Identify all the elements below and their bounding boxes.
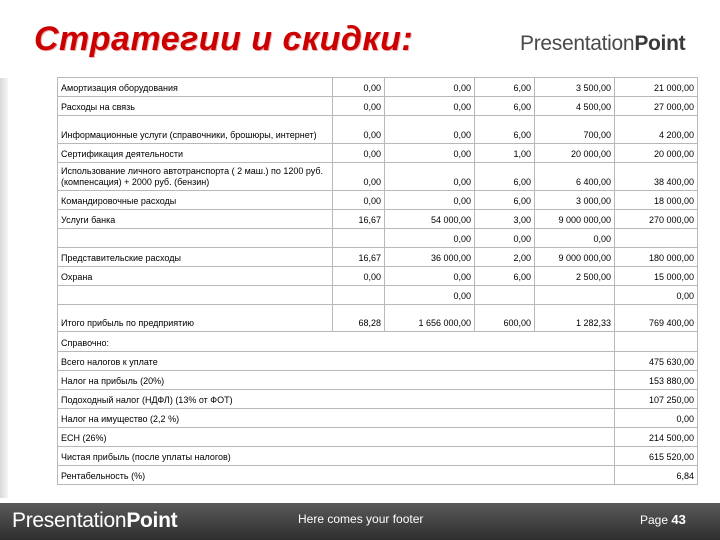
- table-row: [58, 78, 698, 97]
- summary-row: [58, 332, 698, 352]
- table-row: [58, 248, 698, 267]
- row-label-cell: Амортизация оборудования: [58, 78, 333, 97]
- value-cell: 3 500,00: [535, 78, 615, 97]
- page-number-value: 43: [671, 512, 686, 527]
- value-cell: 6,00: [475, 97, 535, 116]
- value-cell: 16,67: [333, 210, 385, 229]
- value-cell: 700,00: [535, 116, 615, 144]
- value-cell: 6 400,00: [535, 163, 615, 191]
- value-cell: 9 000 000,00: [535, 248, 615, 267]
- value-cell: 0,00: [385, 116, 475, 144]
- value-cell: 0,00: [385, 163, 475, 191]
- value-cell: 0,00: [385, 97, 475, 116]
- value-cell: 1 656 000,00: [385, 305, 475, 332]
- summary-row: [58, 466, 698, 485]
- value-cell: 18 000,00: [615, 191, 698, 210]
- row-label-cell: Представительские расходы: [58, 248, 333, 267]
- value-cell: 68,28: [333, 305, 385, 332]
- value-cell: 20 000,00: [535, 144, 615, 163]
- left-decor-strip: [0, 78, 8, 498]
- row-label-cell: Расходы на связь: [58, 97, 333, 116]
- value-cell: [333, 229, 385, 248]
- row-label-cell: Командировочные расходы: [58, 191, 333, 210]
- value-cell: 0,00: [333, 144, 385, 163]
- row-label-cell: [58, 286, 333, 305]
- summary-label-cell: Подоходный налог (НДФЛ) (13% от ФОТ): [58, 390, 615, 409]
- value-cell: 0,00: [385, 191, 475, 210]
- row-label-cell: Сертификация деятельности: [58, 144, 333, 163]
- row-label-cell: Информационные услуги (справочники, брошюры, интернет): [58, 116, 333, 144]
- value-cell: 6,00: [475, 78, 535, 97]
- value-cell: 180 000,00: [615, 248, 698, 267]
- footer-text: Here comes your footer: [298, 512, 424, 526]
- summary-value-cell: 475 630,00: [615, 352, 698, 371]
- table-row: [58, 97, 698, 116]
- value-cell: 3 000,00: [535, 191, 615, 210]
- value-cell: 0,00: [333, 163, 385, 191]
- value-cell: 4 200,00: [615, 116, 698, 144]
- table-row: [58, 191, 698, 210]
- value-cell: 0,00: [333, 78, 385, 97]
- value-cell: 600,00: [475, 305, 535, 332]
- summary-value-cell: 0,00: [615, 409, 698, 428]
- finance-table-wrap: [57, 77, 697, 485]
- summary-label-cell: Налог на прибыль (20%): [58, 371, 615, 390]
- value-cell: 1 282,33: [535, 305, 615, 332]
- value-cell: 0,00: [333, 116, 385, 144]
- summary-value-cell: 6,84: [615, 466, 698, 485]
- brand-part2: Point: [634, 32, 686, 55]
- summary-value-cell: 153 880,00: [615, 371, 698, 390]
- table-row: [58, 305, 698, 332]
- row-label-cell: [58, 229, 333, 248]
- value-cell: 15 000,00: [615, 267, 698, 286]
- value-cell: 0,00: [475, 229, 535, 248]
- value-cell: 54 000,00: [385, 210, 475, 229]
- value-cell: 4 500,00: [535, 97, 615, 116]
- table-row: [58, 286, 698, 305]
- value-cell: 0,00: [333, 267, 385, 286]
- brand-bottom-part2: Point: [126, 509, 178, 532]
- value-cell: 6,00: [475, 116, 535, 144]
- value-cell: 0,00: [615, 286, 698, 305]
- value-cell: [475, 286, 535, 305]
- page-number: [640, 512, 686, 527]
- value-cell: 0,00: [385, 267, 475, 286]
- slide-title: Стратегии и скидки:: [34, 20, 414, 58]
- summary-value-cell: 615 520,00: [615, 447, 698, 466]
- row-label-cell: Охрана: [58, 267, 333, 286]
- summary-label-cell: Всего налогов к уплате: [58, 352, 615, 371]
- brand-part1: Presentation: [520, 32, 635, 55]
- summary-value-cell: 107 250,00: [615, 390, 698, 409]
- brand-logo-top: [520, 32, 685, 56]
- value-cell: 9 000 000,00: [535, 210, 615, 229]
- row-label-cell: Услуги банка: [58, 210, 333, 229]
- value-cell: 0,00: [385, 144, 475, 163]
- table-row: [58, 210, 698, 229]
- value-cell: 0,00: [385, 78, 475, 97]
- value-cell: 0,00: [385, 286, 475, 305]
- value-cell: [615, 229, 698, 248]
- summary-row: [58, 428, 698, 447]
- value-cell: 2,00: [475, 248, 535, 267]
- table-row: [58, 144, 698, 163]
- summary-value-cell: 214 500,00: [615, 428, 698, 447]
- summary-value-cell: [615, 332, 698, 352]
- summary-label-cell: Налог на имущество (2,2 %): [58, 409, 615, 428]
- brand-bottom-part1: Presentation: [12, 509, 127, 532]
- value-cell: 2 500,00: [535, 267, 615, 286]
- value-cell: [535, 286, 615, 305]
- summary-row: [58, 390, 698, 409]
- value-cell: 36 000,00: [385, 248, 475, 267]
- value-cell: 27 000,00: [615, 97, 698, 116]
- summary-row: [58, 447, 698, 466]
- summary-row: [58, 371, 698, 390]
- row-label-cell: Итого прибыль по предприятию: [58, 305, 333, 332]
- value-cell: 6,00: [475, 191, 535, 210]
- value-cell: 0,00: [385, 229, 475, 248]
- summary-row: [58, 409, 698, 428]
- value-cell: 21 000,00: [615, 78, 698, 97]
- summary-label-cell: Справочно:: [58, 332, 615, 352]
- summary-label-cell: Рентабельность (%): [58, 466, 615, 485]
- value-cell: 0,00: [333, 97, 385, 116]
- value-cell: 769 400,00: [615, 305, 698, 332]
- brand-logo-bottom: [12, 509, 177, 533]
- value-cell: 3,00: [475, 210, 535, 229]
- value-cell: 38 400,00: [615, 163, 698, 191]
- value-cell: 0,00: [535, 229, 615, 248]
- table-row: [58, 163, 698, 191]
- row-label-cell: Использование личного автотранспорта ( 2 маш.) по 1200 руб. (компенсация) + 2000 руб. (бензин): [58, 163, 333, 191]
- summary-label-cell: Чистая прибыль (после уплаты налогов): [58, 447, 615, 466]
- summary-row: [58, 352, 698, 371]
- table-row: [58, 267, 698, 286]
- value-cell: 6,00: [475, 267, 535, 286]
- value-cell: 16,67: [333, 248, 385, 267]
- finance-table: [57, 77, 698, 485]
- value-cell: 6,00: [475, 163, 535, 191]
- value-cell: 20 000,00: [615, 144, 698, 163]
- value-cell: 0,00: [333, 191, 385, 210]
- value-cell: 1,00: [475, 144, 535, 163]
- value-cell: 270 000,00: [615, 210, 698, 229]
- table-row: [58, 229, 698, 248]
- value-cell: [333, 286, 385, 305]
- table-row: [58, 116, 698, 144]
- summary-label-cell: ЕСН (26%): [58, 428, 615, 447]
- page-label: Page: [640, 513, 669, 527]
